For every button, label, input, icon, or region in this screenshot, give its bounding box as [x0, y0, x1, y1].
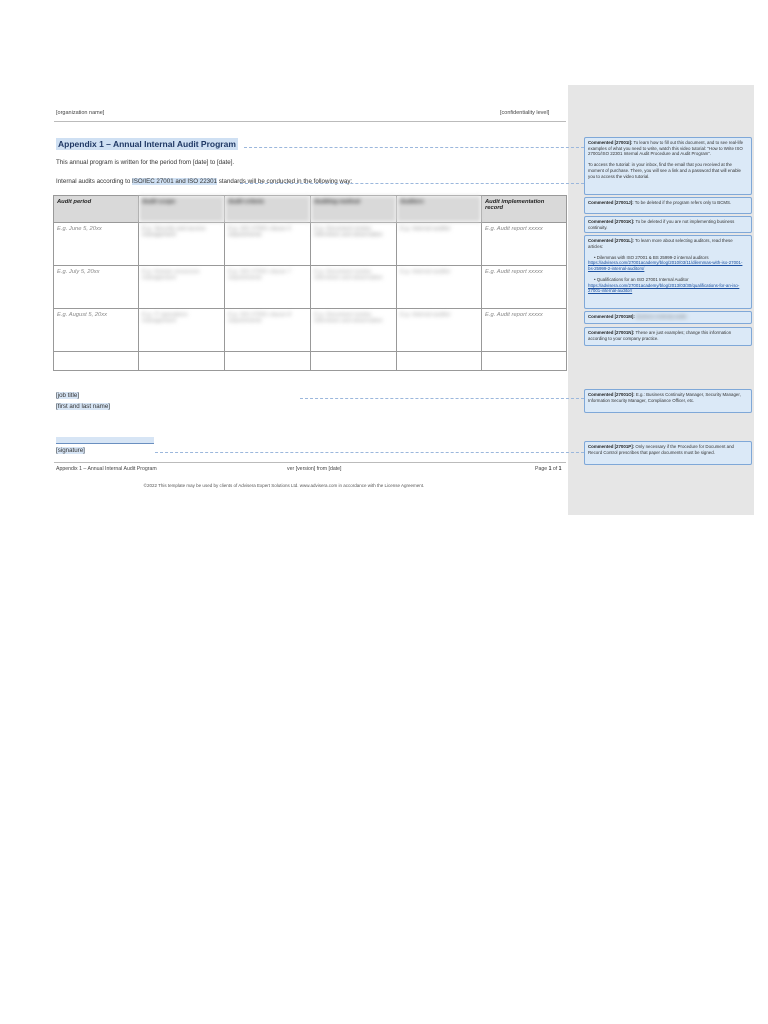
cell-method[interactable]: E.g. Document review, interviews and observation: [311, 266, 397, 309]
table-row: [54, 223, 567, 266]
header-audit-period[interactable]: Audit period: [54, 196, 139, 223]
comment-connector: [244, 147, 584, 148]
intro-paragraph[interactable]: This annual program is written for the period from [date] to [date].: [56, 159, 235, 166]
cell-criteria[interactable]: E.g. ISO 27001 clause 5 requirements: [225, 223, 311, 266]
comment-balloon[interactable]: Commented [27001J]: To be deleted if the program refers only to BCMS.: [584, 197, 752, 214]
comment-connector: [155, 452, 584, 453]
header-organization[interactable]: [organization name]: [56, 110, 105, 116]
header-confidentiality[interactable]: [confidentiality level]: [500, 110, 550, 116]
page-title[interactable]: Appendix 1 – Annual Internal Audit Program: [58, 139, 236, 149]
comment-connector: [300, 398, 584, 399]
cell-scope[interactable]: E.g. IT operations management: [139, 309, 225, 352]
header-auditors[interactable]: Auditors: [397, 196, 482, 223]
comment-balloon[interactable]: Commented [27001N]: These are just examples; change this information according to your company practice.: [584, 327, 752, 346]
job-title-field[interactable]: [job title]: [56, 392, 80, 399]
cell-criteria[interactable]: E.g. ISO 27001 clause 8 requirements: [225, 309, 311, 352]
signature-line[interactable]: [56, 437, 154, 444]
table-row-empty: [54, 352, 567, 371]
cell-empty[interactable]: [139, 352, 225, 371]
cell-scope[interactable]: E.g. Security and access management: [139, 223, 225, 266]
header-audit-criteria[interactable]: Audit criteria: [225, 196, 311, 223]
header-audit-scope[interactable]: Audit scope: [139, 196, 225, 223]
article-link[interactable]: https://advisera.com/27001academy/blog/2013/03/30/qualifications-for-an-iso-27001-internal-auditor/: [588, 282, 740, 294]
header-divider: [54, 121, 566, 122]
cell-auditors[interactable]: E.g. Internal auditor: [397, 223, 482, 266]
cell-empty[interactable]: [54, 352, 139, 371]
cell-period[interactable]: E.g. June 5, 20xx: [54, 223, 139, 266]
cell-auditors[interactable]: E.g. Internal auditor: [397, 309, 482, 352]
standards-highlight[interactable]: ISO/IEC 27001 and ISO 22301: [132, 178, 217, 185]
signature-field[interactable]: [signature]: [56, 447, 85, 454]
name-field[interactable]: [first and last name]: [56, 403, 110, 410]
comment-balloon[interactable]: Commented [27001O]: E.g.: Business Continuity Manager, Security Manager, Information Security Manager, Compliance Officer, etc.: [584, 389, 752, 413]
cell-record[interactable]: E.g. Audit report xxxxx: [482, 309, 567, 352]
comment-balloon[interactable]: Commented [27001K]: To be deleted if you are not implementing business continuity.: [584, 216, 752, 233]
audit-program-table: [53, 195, 567, 371]
comment-balloon[interactable]: Commented [27001L]: To learn more about selecting auditors, read these articles: • Dilemmas with ISO 27001 & BS 25999-2 internal auditors https://advisera.com/27001academy/blog/2010/03/11/dilemmas-with-iso-27001-bs-25999-2-internal-auditors/ • Qualifications for an ISO 27001 Internal Auditor https://advisera.com/27001academy/blog/2013/03/30/qualifications-for-an-iso-27001-internal-auditor/: [584, 235, 752, 309]
cell-record[interactable]: E.g. Audit report xxxxx: [482, 223, 567, 266]
cell-empty[interactable]: [397, 352, 482, 371]
copyright-notice: ©2022 This template may be used by clients of Advisera Expert Solutions Ltd. www.advisera.com in accordance with the License Agreement.: [143, 483, 425, 488]
table-row: [54, 309, 567, 352]
audits-prefix: Internal audits according to: [56, 178, 133, 185]
cell-scope[interactable]: E.g. Human resources management: [139, 266, 225, 309]
cell-record[interactable]: E.g. Audit report xxxxx: [482, 266, 567, 309]
comment-balloon[interactable]: Commented [27001P]: Only necessary if the Procedure for Document and Record Control prescribes that paper documents must be signed.: [584, 441, 752, 465]
comment-balloon[interactable]: Commented [27001I]: To learn how to fill out this document, and to see real-life examples of what you need to write, watch this video tutorial: "How to Write ISO 27001/ISO 22301 Internal Audit Procedure and Audit Program". To access the tutorial: in your inbox, find the email that you received at the moment of purchase. There, you will see a link and a password that will enable you to access the video tutorial.: [584, 137, 752, 195]
cell-period[interactable]: E.g. August 5, 20xx: [54, 309, 139, 352]
cell-auditors[interactable]: E.g. Internal auditor: [397, 266, 482, 309]
cell-empty[interactable]: [225, 352, 311, 371]
audits-suffix: standards will be conducted in the following way:: [216, 178, 353, 185]
header-auditing-method[interactable]: Auditing method: [311, 196, 397, 223]
footer-version: ver [version] from [date]: [287, 466, 342, 472]
footer-divider: [54, 462, 566, 463]
comment-balloon[interactable]: Commented [27001M]: Business continuity audits: [584, 311, 752, 324]
comment-connector: [240, 183, 584, 184]
cell-period[interactable]: E.g. July 5, 20xx: [54, 266, 139, 309]
cell-method[interactable]: E.g. Document review, interviews and observation: [311, 309, 397, 352]
header-implementation-record[interactable]: Audit implementation record: [482, 196, 567, 223]
article-link[interactable]: https://advisera.com/27001academy/blog/2010/03/11/dilemmas-with-iso-27001-bs-25999-2-internal-auditors/: [588, 260, 743, 271]
cell-method[interactable]: E.g. Document review, interviews and observation: [311, 223, 397, 266]
cell-criteria[interactable]: E.g. ISO 27001 clause 7 requirements: [225, 266, 311, 309]
footer-document-title: Appendix 1 – Annual Internal Audit Program: [56, 466, 157, 472]
table-row: [54, 266, 567, 309]
cell-empty[interactable]: [311, 352, 397, 371]
table-header-row: [54, 196, 567, 223]
footer-page-number: Page 1 of 1: [535, 466, 562, 472]
cell-empty[interactable]: [482, 352, 567, 371]
